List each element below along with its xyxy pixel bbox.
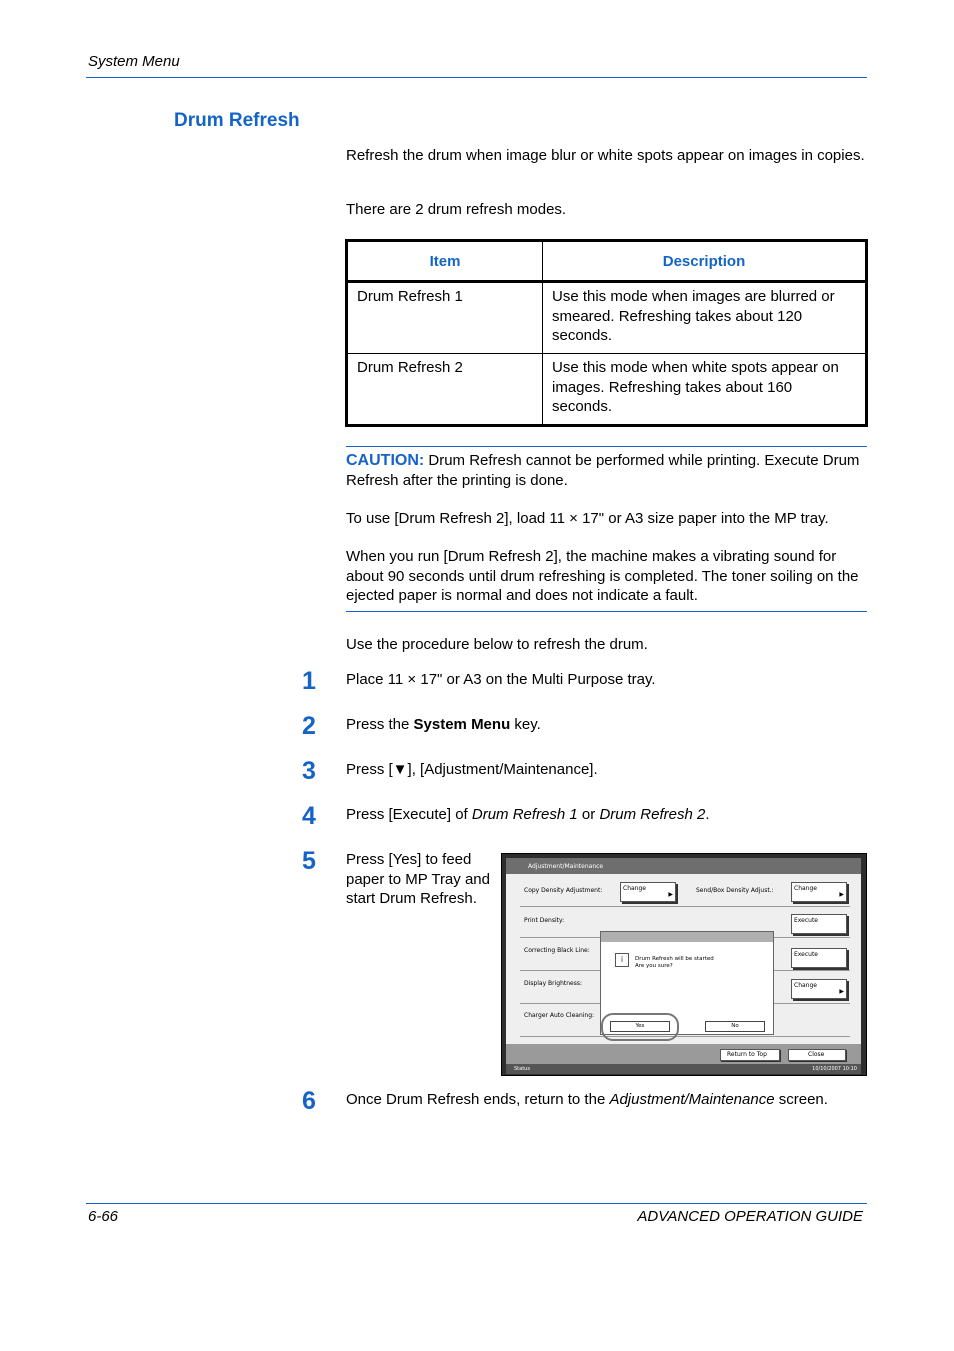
footer-rule (86, 1203, 867, 1204)
dialog-message (635, 956, 714, 970)
step-text-part: . (705, 806, 710, 823)
status-bar (506, 1064, 861, 1074)
caution-label: CAUTION: (346, 452, 425, 469)
status-datetime: 10/10/2007 10:10 (812, 1066, 857, 1072)
button-label: Close (808, 1051, 825, 1058)
row-divider (520, 1036, 850, 1037)
table-cell-description: Use this mode when white spots appear on images. Refreshing takes about 160 seconds. (543, 354, 867, 426)
drum-refresh-table (345, 239, 868, 427)
header-rule (86, 77, 867, 78)
close-button[interactable] (788, 1049, 846, 1061)
step-text: Press [Yes] to feed paper to MP Tray and start Drum Refresh. (346, 851, 490, 907)
step-text (346, 715, 541, 735)
modes-paragraph: There are 2 drum refresh modes. (346, 201, 567, 218)
chevron-right-icon: ▶ (839, 988, 844, 995)
print-density-execute-button[interactable] (791, 914, 847, 934)
step-text-part: screen. (774, 1091, 828, 1108)
step-text-part: Press [Execute] of (346, 806, 472, 823)
copy-density-change-button[interactable] (620, 882, 676, 902)
caution-mp-tray-note: To use [Drum Refresh 2], load 11 × 17" or A3 size paper into the MP tray. (346, 510, 829, 527)
return-to-top-button[interactable] (720, 1049, 780, 1061)
info-icon: i (615, 953, 629, 967)
dialog-title-bar (601, 932, 773, 942)
drum-refresh-confirm-dialog (600, 931, 774, 1035)
intro-paragraph: Refresh the drum when image blur or white spots appear on images in copies. (346, 147, 865, 164)
table-cell-item: Drum Refresh 2 (347, 354, 543, 426)
table-row (347, 282, 867, 354)
no-button[interactable]: No (705, 1021, 765, 1032)
screen-panel (506, 858, 861, 1070)
step-text-part: Press the (346, 716, 414, 733)
step-text-part: Once Drum Refresh ends, return to the (346, 1091, 610, 1108)
correcting-black-line-label: Correcting Black Line: (524, 947, 590, 954)
step-number: 6 (302, 1087, 316, 1115)
system-menu-key: System Menu (413, 716, 511, 733)
table-header-item: Item (347, 241, 543, 282)
button-label: Change (623, 885, 646, 892)
button-label: Return to Top (727, 1051, 767, 1058)
print-density-label: Print Density: (524, 917, 565, 924)
screen-body (506, 874, 861, 1044)
step-number: 3 (302, 757, 316, 785)
button-label: Change (794, 982, 817, 989)
step-number: 1 (302, 667, 316, 695)
section-title: Drum Refresh (174, 110, 300, 131)
caution-paragraph (346, 451, 871, 490)
chevron-right-icon: ▶ (839, 891, 844, 898)
chevron-right-icon: ▶ (668, 891, 673, 898)
running-head: System Menu (88, 53, 180, 70)
row-divider (520, 906, 850, 907)
display-brightness-change-button[interactable] (791, 979, 847, 999)
step-number: 2 (302, 712, 316, 740)
yes-button[interactable]: Yes (610, 1021, 670, 1032)
screen-title: Adjustment/Maintenance (528, 863, 604, 870)
table-cell-description: Use this mode when images are blurred or smeared. Refreshing takes about 120 seconds. (543, 282, 867, 354)
caution-top-rule (346, 446, 867, 447)
table-row (347, 354, 867, 426)
step-text (346, 1090, 828, 1110)
screen-bottom-bar (506, 1044, 861, 1064)
step-text-italic: Drum Refresh 1 (471, 806, 578, 823)
button-label: Execute (794, 917, 818, 924)
step-text-italic: Drum Refresh 2 (599, 806, 706, 823)
screen-title-bar (506, 858, 861, 874)
send-box-density-change-button[interactable] (791, 882, 847, 902)
step-number: 4 (302, 802, 316, 830)
step-text-part: key. (510, 716, 541, 733)
procedure-intro: Use the procedure below to refresh the drum. (346, 636, 648, 653)
display-brightness-label: Display Brightness: (524, 980, 583, 987)
caution-bottom-rule (346, 611, 867, 612)
table-header-description: Description (543, 241, 867, 282)
table-cell-item: Drum Refresh 1 (347, 282, 543, 354)
step-text: Press [▼], [Adjustment/Maintenance]. (346, 761, 598, 778)
button-label: Change (794, 885, 817, 892)
caution-vibration-note: When you run [Drum Refresh 2], the machine makes a vibrating sound for about 90 seconds until drum refreshing is completed. The toner soiling on the ejected paper is normal and does not indicate a fault. (346, 548, 859, 604)
dialog-message-line: Are you sure? (635, 963, 673, 969)
dialog-message-line: Drum Refresh will be started (635, 956, 714, 962)
step-text-part: or (577, 806, 600, 823)
step-number: 5 (302, 847, 316, 875)
send-box-density-label: Send/Box Density Adjust.: (696, 887, 774, 894)
copy-density-label: Copy Density Adjustment: (524, 887, 603, 894)
step-text (346, 805, 710, 825)
correcting-black-line-execute-button[interactable] (791, 948, 847, 968)
button-label: Execute (794, 951, 818, 958)
status-label[interactable]: Status (514, 1066, 530, 1072)
step-text-italic: Adjustment/Maintenance (609, 1091, 775, 1108)
adjustment-maintenance-screenshot (501, 853, 867, 1076)
charger-auto-cleaning-label: Charger Auto Cleaning: (524, 1012, 595, 1019)
step-text: Place 11 × 17" or A3 on the Multi Purpose tray. (346, 671, 656, 688)
page-number: 6-66 (88, 1208, 119, 1225)
caution-text: Drum Refresh cannot be performed while printing. Execute Drum Refresh after the printing is done. (346, 452, 860, 489)
guide-name: ADVANCED OPERATION GUIDE (637, 1208, 863, 1225)
